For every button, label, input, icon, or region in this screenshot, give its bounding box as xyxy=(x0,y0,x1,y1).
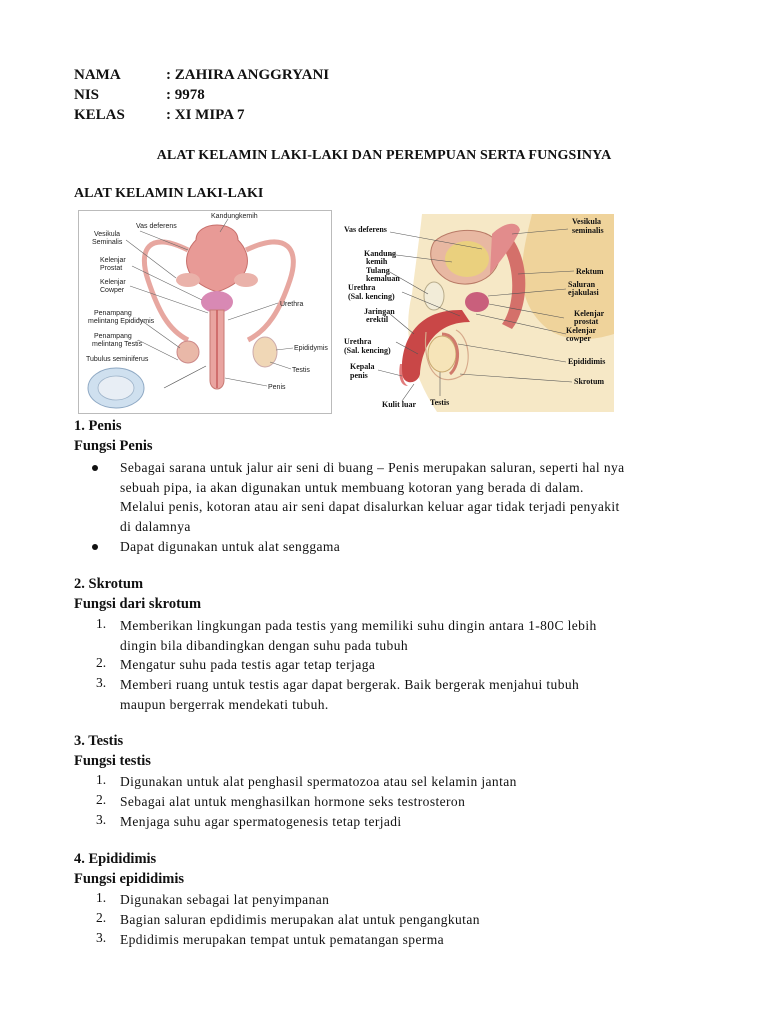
label-epididimis: Epididimis xyxy=(568,357,606,366)
text-line: sebuah pipa, ia akan digunakan untuk membuang kotoran yang berada di dalam. xyxy=(120,479,584,495)
label-saluran: Saluran xyxy=(568,280,596,289)
text-line: Sebagai sarana untuk jalur air seni di buang – Penis merupakan saluran, seperti hal nya xyxy=(120,460,625,475)
label-vas-deferens-side: Vas deferens xyxy=(344,225,387,234)
list-item-epididimis-3 xyxy=(120,930,694,950)
label-testis-side: Testis xyxy=(430,398,450,407)
name-value: : ZAHIRA ANGGRYANI xyxy=(166,67,330,83)
label-kemih: kemih xyxy=(366,257,388,266)
list-number: 2. xyxy=(96,655,107,670)
text-line: Mengatur suhu pada testis agar tetap terjaga xyxy=(120,657,376,672)
label-kelenjar-prostat-1: Kelenjar xyxy=(574,309,605,318)
section-heading-epididimis: 4. Epididimis xyxy=(74,851,157,867)
list-item-penis-2 xyxy=(120,537,694,557)
label-erektil: erektil xyxy=(366,315,389,324)
text-line: Dapat digunakan untuk alat senggama xyxy=(120,539,341,554)
list-item-skrotum-1 xyxy=(120,616,694,655)
section-subheading-testis: Fungsi testis xyxy=(74,753,151,769)
label-penampang-2b: melintang Testis xyxy=(92,341,143,348)
section-subheading-penis: Fungsi Penis xyxy=(74,438,153,454)
label-penampang-1b: melintang Epididymis xyxy=(88,318,155,325)
list-item-testis-3 xyxy=(120,812,694,832)
label-penampang-2a: Penampang xyxy=(94,333,132,340)
list-number: 3. xyxy=(96,812,107,827)
list-item-penis-1 xyxy=(120,458,694,536)
label-sal-kencing-1: (Sal. kencing) xyxy=(348,292,395,301)
male-reproductive-front-diagram xyxy=(78,210,332,414)
text-line: Digunakan sebagai lat penyimpanan xyxy=(120,892,330,907)
name-row xyxy=(74,67,329,84)
label-kandung-kemih: Kandungkemih xyxy=(211,213,258,220)
label-sal-kencing-2: (Sal. kencing) xyxy=(344,346,391,355)
list-item-epididimis-1 xyxy=(120,890,694,910)
label-kelenjar-cowper-1: Kelenjar xyxy=(566,326,597,335)
label-kelenjar-prostat-2: prostat xyxy=(574,317,599,326)
label-seminalis-side: seminalis xyxy=(572,226,604,235)
name-label: NAMA xyxy=(74,67,121,83)
list-number: 2. xyxy=(96,792,107,807)
label-urethra-side-1: Urethra xyxy=(348,283,376,292)
text-line: Menjaga suhu agar spermatogenesis tetap terjadi xyxy=(120,814,402,829)
label-urethra: Urethra xyxy=(280,301,304,308)
class-label: KELAS xyxy=(74,107,125,123)
text-line: Memberikan lingkungan pada testis yang memiliki suhu dingin antara 1-80C lebih xyxy=(120,618,597,633)
text-line: Sebagai alat untuk menghasilkan hormone seks testrosteron xyxy=(120,794,466,809)
label-kelenjar-2: Kelenjar xyxy=(100,279,126,286)
section-title: ALAT KELAMIN LAKI-LAKI xyxy=(74,186,264,201)
male-reproductive-side-diagram xyxy=(342,214,614,412)
class-row xyxy=(74,107,244,124)
list-item-testis-1 xyxy=(120,772,694,792)
label-kandung: Kandung xyxy=(364,249,397,258)
label-prostat: Prostat xyxy=(100,265,123,272)
label-kulit-luar: Kulit luar xyxy=(382,400,417,409)
label-penampang-1a: Penampang xyxy=(94,310,132,317)
list-number: 3. xyxy=(96,930,107,945)
nis-value: : 9978 xyxy=(166,87,205,103)
list-number: 2. xyxy=(96,910,107,925)
class-value: : XI MIPA 7 xyxy=(166,107,245,123)
label-seminalis: Seminalis xyxy=(92,239,123,246)
list-number: 1. xyxy=(96,772,107,787)
label-kemaluan: kemaluan xyxy=(366,274,400,283)
label-tulang: Tulang xyxy=(366,266,390,275)
label-epididymis: Epididymis xyxy=(294,345,328,352)
section-heading-testis: 3. Testis xyxy=(74,733,124,749)
label-ejakulasi: ejakulasi xyxy=(568,288,599,297)
list-number: 1. xyxy=(96,890,107,905)
list-number: 1. xyxy=(96,616,107,631)
label-kepala: Kepala xyxy=(350,362,375,371)
list-item-epididimis-2 xyxy=(120,910,694,930)
label-vas-deferens: Vas deferens xyxy=(136,223,177,230)
label-rektum: Rektum xyxy=(576,267,604,276)
bullet-marker xyxy=(92,465,98,471)
section-subheading-skrotum: Fungsi dari skrotum xyxy=(74,596,202,612)
section-subheading-epididimis: Fungsi epididimis xyxy=(74,871,184,887)
label-urethra-side-2: Urethra xyxy=(344,337,372,346)
label-penis-side: penis xyxy=(350,371,368,380)
nis-row xyxy=(74,87,205,104)
label-kelenjar-1: Kelenjar xyxy=(100,257,126,264)
section-heading-skrotum: 2. Skrotum xyxy=(74,576,144,592)
nis-label: NIS xyxy=(74,87,100,103)
document-title: ALAT KELAMIN LAKI-LAKI DAN PEREMPUAN SERTA FUNGSINYA xyxy=(156,148,612,163)
list-item-skrotum-2 xyxy=(120,655,694,675)
label-skrotum: Skrotum xyxy=(574,377,605,386)
label-jaringan: Jaringan xyxy=(364,307,395,316)
label-cowper: Cowper xyxy=(100,287,125,294)
text-line: dingin bila dibandingkan dengan suhu pada tubuh xyxy=(120,637,409,653)
list-item-testis-2 xyxy=(120,792,694,812)
text-line: Memberi ruang untuk testis agar dapat bergerak. Baik bergerak menjahui tubuh xyxy=(120,677,580,692)
text-line: Bagian saluran epdidimis merupakan alat untuk pengangkutan xyxy=(120,912,480,927)
label-tubulus: Tubulus seminiferus xyxy=(86,356,149,363)
text-line: maupun bergerrak mendekati tubuh. xyxy=(120,696,329,712)
label-testis: Testis xyxy=(292,367,310,374)
bullet-marker xyxy=(92,544,98,550)
text-line: Melalui penis, kotoran atau air seni dapat disalurkan keluar agar tidak terjadi penyakit xyxy=(120,499,620,515)
text-line: Digunakan untuk alat penghasil spermatozoa atau sel kelamin jantan xyxy=(120,774,517,789)
text-line: Epdidimis merupakan tempat untuk pematangan sperma xyxy=(120,932,445,947)
label-vesikula-side: Vesikula xyxy=(572,217,602,226)
section-heading-penis: 1. Penis xyxy=(74,418,122,434)
label-kelenjar-cowper-2: cowper xyxy=(566,334,591,343)
list-number: 3. xyxy=(96,675,107,690)
text-line: di dalamnya xyxy=(120,518,191,534)
label-penis: Penis xyxy=(268,384,286,391)
list-item-skrotum-3 xyxy=(120,675,694,714)
label-vesikula: Vesikula xyxy=(94,231,121,238)
